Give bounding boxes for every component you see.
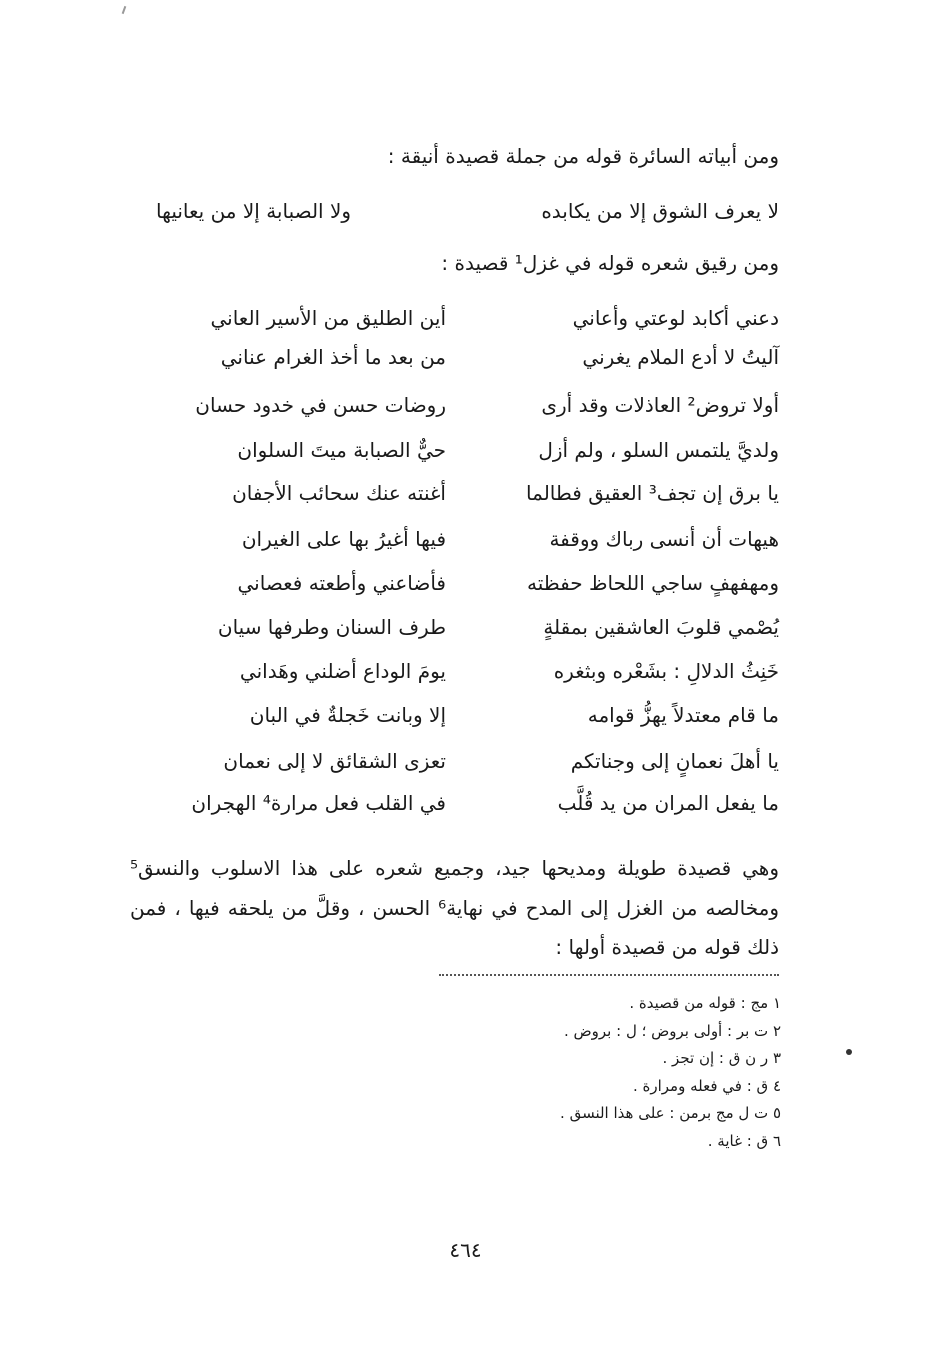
verse-3-right: أولا تروض² العاذلات وقد أرى <box>541 393 779 417</box>
verse-2-right: آليتُ لا أدع الملام يغرني <box>582 345 779 369</box>
footnote-1: ١ مج : قوله من قصيدة . <box>629 994 781 1012</box>
verse-2-left: من بعد ما أخذ الغرام عناني <box>220 345 446 369</box>
footnote-6: ٦ ق : غاية . <box>707 1131 781 1150</box>
verse-4-left: حيٌّ الصبابة ميتَ السلوان <box>237 438 446 462</box>
intro-line-1: ومن أبياته السائرة قوله من جملة قصيدة أنيقة : <box>387 144 779 168</box>
verse-10-left: إلا وبانت خَجلةٌ في البان <box>249 703 446 727</box>
verse-6-right: هيهات أن أنسى رباك ووقفة <box>549 527 779 551</box>
verse-1-right: دعني أكابد لوعتي وأعاني <box>572 306 779 330</box>
closing-line-2: ومخالصه من الغزل إلى المدح في نهاية⁶ الحسن ، وقلَّ من يلحقه فيها ، فمن <box>130 896 779 920</box>
verse-3-left: روضات حسن في خدود حسان <box>195 393 446 417</box>
verse-11-right: يا أهلَ نعمانٍ إلى وجناتكم <box>570 749 779 773</box>
verse-11-left: تعزى الشقائق لا إلى نعمان <box>223 749 446 773</box>
verse-8-right: يُصْمي قلوبَ العاشقين بمقلةٍ <box>543 615 779 639</box>
verse-9-left: يومَ الوداع أضلني وهَداني <box>239 659 446 683</box>
footnote-separator <box>439 974 779 976</box>
verse-7-left: فأضاعني وأطعته فعصاني <box>237 571 446 595</box>
page-number: ٤٦٤ <box>449 1238 482 1262</box>
footnotes <box>560 990 781 1155</box>
verse-9-right: خَنِثُ الدلالِ : بشَعْره وبثغره <box>553 659 779 683</box>
verse-12-right: ما يفعل المران من يد قُلَّب <box>557 791 779 815</box>
verse-6-left: فيها أغيرُ بها على الغيران <box>241 527 446 551</box>
verse-5-left: أغنته عنك سحائب الأجفان <box>232 481 446 505</box>
verse-1-left: أين الطليق من الأسير العاني <box>210 306 446 330</box>
single-verse-right: لا يعرف الشوق إلا من يكابده <box>541 199 779 223</box>
verse-4-right: ولديَّ يلتمس السلو ، ولم أزل <box>538 438 779 462</box>
margin-dot <box>846 1049 852 1055</box>
verse-10-right: ما قام معتدلاً يهزُّ قوامه <box>587 703 779 727</box>
intro-line-2: ومن رقيق شعره قوله في غزل¹ قصيدة : <box>441 251 779 275</box>
footnote-5: ٥ ت ل مج برمن : على هذا النسق . <box>560 1104 781 1122</box>
single-verse-left: ولا الصبابة إلا من يعانيها <box>156 199 352 223</box>
footnote-3: ٣ ر ن ق : إن تجز . <box>662 1049 781 1067</box>
closing-line-3: ذلك قوله من قصيدة أولها : <box>555 935 779 959</box>
closing-line-1: وهي قصيدة طويلة ومديحها جيد، وجميع شعره على هذا الاسلوب والنسق⁵ <box>130 856 779 880</box>
verse-12-left: في القلب فعل مرارة⁴ الهجران <box>191 791 446 815</box>
verse-7-right: ومهفهفٍ ساجي اللحاظ حفظته <box>526 571 779 595</box>
footnote-2: ٢ ت بر : أولى بروض ؛ ل : بروض . <box>563 1021 781 1040</box>
footnote-4: ٤ ق : في فعله ومرارة . <box>632 1076 781 1095</box>
verse-5-right: يا برق إن تجف³ العقيق فطالما <box>526 481 779 505</box>
scan-mark <box>122 6 127 14</box>
verse-8-left: طرف السنان وطرفها سيان <box>217 615 446 639</box>
